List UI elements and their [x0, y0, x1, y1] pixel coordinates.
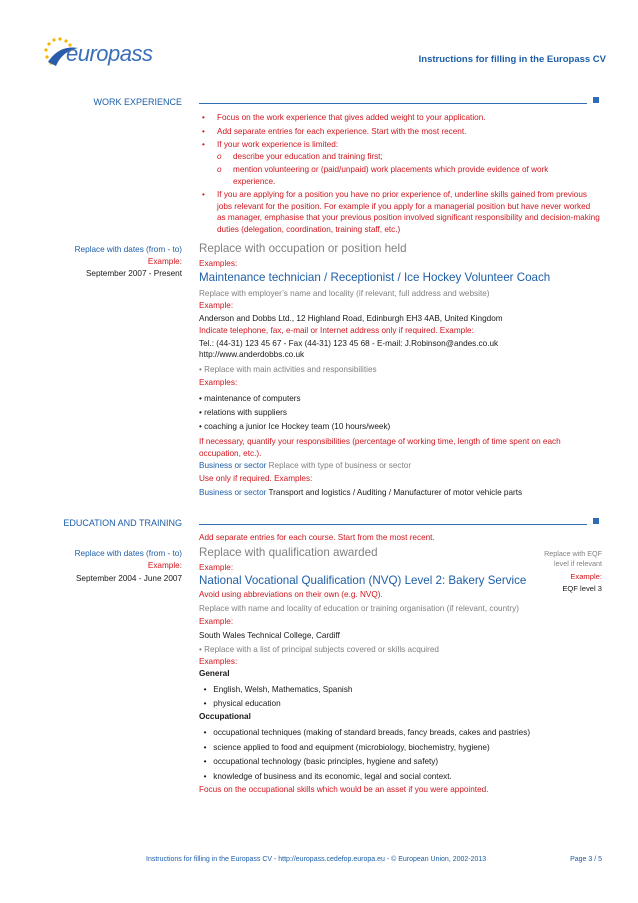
- occupation-example: Maintenance technician / Receptionist / Ice Hockey Volunteer Coach: [199, 271, 551, 284]
- list-item-text: physical education: [213, 699, 281, 708]
- contact-website: http://www.anderdobbs.co.uk: [199, 350, 305, 359]
- work-bullet: • If your work experience is limited:: [199, 139, 601, 151]
- general-list: [199, 684, 609, 712]
- activity-item: • relations with suppliers: [199, 408, 287, 417]
- eqf-placeholder-line: level if relevant: [554, 558, 602, 568]
- quantify-note: If necessary, quantify your responsibilities (percentage of working time, length of time spent on each occupation, etc.).: [199, 437, 561, 458]
- qualification-example-label: Example:: [199, 563, 234, 572]
- activities-examples-label: Examples:: [199, 378, 238, 387]
- employer-example-label: Example:: [199, 301, 234, 310]
- work-bullet: • If you are applying for a position you have no prior experience of, underline skills gained from previous jobs relevant for the position. For example if you apply for a managerial position but have never worked as manager, emphasise that your previous position involved significant responsibility and decision-making duties (delegation, coordination, training staff, etc.): [199, 189, 601, 235]
- sector-example: Transport and logistics / Auditing / Manufacturer of motor vehicle parts: [266, 488, 523, 497]
- work-sub-bullet: o describe your education and training first;: [215, 151, 601, 163]
- list-item-text: occupational techniques (making of standard breads, fancy breads, cakes and pastries): [213, 728, 531, 737]
- education-note: Add separate entries for each course. Start from the most recent.: [199, 533, 435, 542]
- education-dates-example: September 2004 - June 2007: [75, 574, 182, 583]
- work-dates-example: September 2007 - Present: [85, 269, 182, 278]
- europass-logo: [40, 36, 160, 72]
- qualification-placeholder: Replace with qualification awarded: [199, 546, 378, 559]
- work-guidance: [199, 112, 601, 235]
- education-example-label: Example:: [147, 561, 182, 570]
- general-heading: General: [199, 669, 230, 678]
- abbrev-note: Avoid using abbreviations on their own (e.g. NVQ).: [199, 590, 383, 599]
- list-item: • occupational techniques (making of standard breads, fancy breads, cakes and pastries): [203, 728, 531, 737]
- eqf-example-label: Example:: [570, 572, 602, 581]
- work-sub-bullet: o mention volunteering or (paid/unpaid) work placements which provide evidence of work experience.: [215, 164, 601, 187]
- list-item: • physical education: [203, 699, 281, 708]
- occupation-placeholder: Replace with occupation or position held: [199, 242, 407, 255]
- list-item-text: English, Welsh, Mathematics, Spanish: [213, 685, 353, 694]
- activity-item: • maintenance of computers: [199, 394, 301, 403]
- occupational-heading: Occupational: [199, 712, 251, 721]
- work-bullet: • Focus on the work experience that gives added weight to your application.: [199, 112, 601, 124]
- contact-line: Tel.: (44-31) 123 45 67 - Fax (44-31) 123 45 68 - E-mail: J.Robinson@andes.co.uk: [199, 339, 499, 348]
- list-item: • English, Welsh, Mathematics, Spanish: [203, 685, 353, 694]
- list-item: • knowledge of business and its economic, legal and social context.: [203, 771, 452, 781]
- employer-placeholder: Replace with employer’s name and locality (if relevant, full address and website): [199, 289, 490, 298]
- work-rule-square: [593, 97, 599, 103]
- work-rule: [199, 103, 587, 104]
- work-dates-label: Replace with dates (from - to): [74, 245, 182, 254]
- education-rule-square: [593, 518, 599, 524]
- list-item: • science applied to food and equipment (microbiology, biochemistry, hygiene): [203, 742, 490, 752]
- eqf-placeholder: [544, 549, 602, 568]
- sector-label: Business or sector: [199, 488, 267, 497]
- page-number: Page 3 / 5: [570, 856, 602, 863]
- sector-label: Business or sector: [199, 461, 267, 470]
- list-item-text: knowledge of business and its economic, legal and social context.: [213, 771, 452, 781]
- activity-item: • coaching a junior Ice Hockey team (10 hours/week): [199, 422, 391, 431]
- education-rule: [199, 524, 587, 525]
- page-title: Instructions for filling in the Europass CV: [418, 54, 606, 65]
- org-example-label: Example:: [199, 617, 234, 626]
- list-item-text: science applied to food and equipment (microbiology, biochemistry, hygiene): [213, 742, 490, 752]
- sector-note: Use only if required. Examples:: [199, 474, 313, 483]
- education-dates-label: Replace with dates (from - to): [74, 549, 182, 558]
- org-example: South Wales Technical College, Cardiff: [199, 631, 340, 640]
- contact-note: Indicate telephone, fax, e-mail or Internet address only if required. Example:: [199, 326, 474, 335]
- list-item: • occupational technology (basic principles, hygiene and safety): [203, 757, 439, 766]
- activities-placeholder: • Replace with main activities and responsibilities: [199, 365, 377, 374]
- logo-text: europass: [66, 41, 153, 66]
- sector-placeholder: Replace with type of business or sector: [266, 461, 412, 470]
- section-heading-education: EDUCATION AND TRAINING: [63, 518, 182, 528]
- work-example-label: Example:: [147, 257, 182, 266]
- employer-example: Anderson and Dobbs Ltd., 12 Highland Road, Edinburgh EH3 4AB, United Kingdom: [199, 314, 503, 323]
- occupational-list: [199, 727, 609, 785]
- list-item-text: occupational technology (basic principles, hygiene and safety): [213, 757, 439, 766]
- org-placeholder: Replace with name and locality of education or training organisation (if relevant, country): [199, 604, 519, 613]
- sector-example-line: [199, 487, 609, 499]
- subjects-examples-label: Examples:: [199, 657, 238, 666]
- section-heading-work: WORK EXPERIENCE: [93, 97, 182, 107]
- eqf-example: EQF level 3: [562, 584, 602, 593]
- subjects-placeholder: • Replace with a list of principal subjects covered or skills acquired: [199, 645, 439, 654]
- footer-text: Instructions for filling in the Europass CV - http://europass.cedefop.europa.eu - © European Union, 2002-2013: [146, 856, 487, 863]
- eqf-placeholder-line: Replace with EQF: [544, 549, 602, 558]
- sector-placeholder-line: [199, 460, 609, 472]
- focus-note: Focus on the occupational skills which would be an asset if you were appointed.: [199, 785, 489, 794]
- work-bullet: • Add separate entries for each experience. Start with the most recent.: [199, 126, 601, 138]
- occupation-examples-label: Examples:: [199, 259, 238, 268]
- qualification-example: National Vocational Qualification (NVQ) Level 2: Bakery Service: [199, 574, 527, 587]
